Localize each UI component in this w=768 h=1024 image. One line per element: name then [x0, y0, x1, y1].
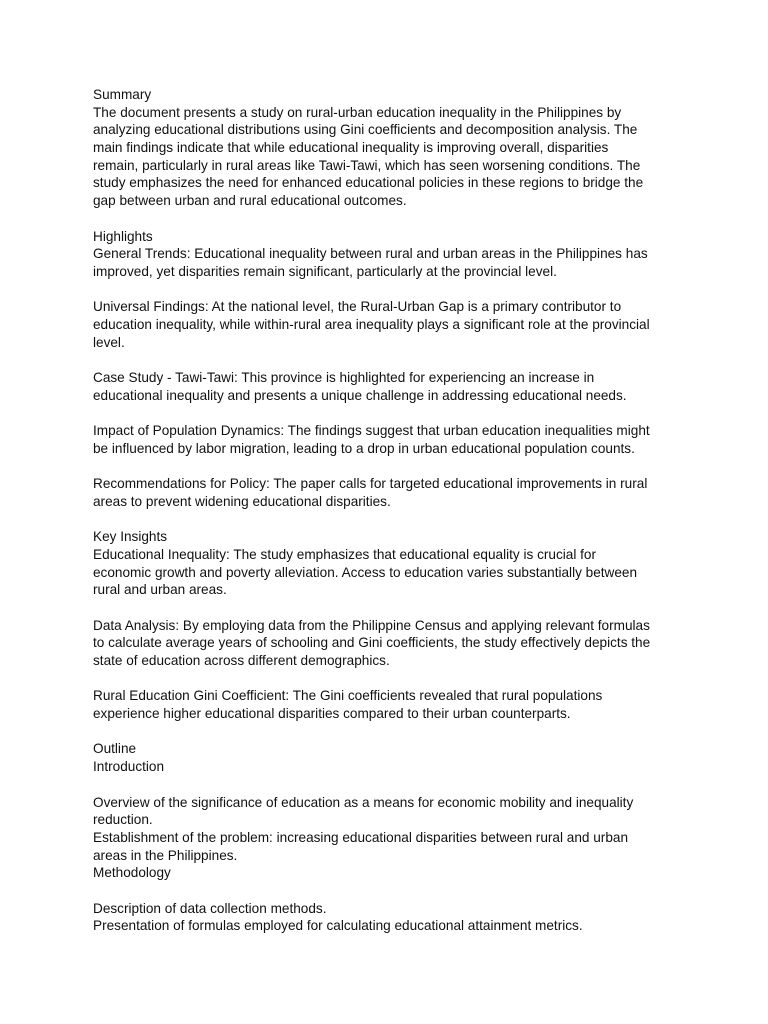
outline-item-line: areas in the Philippines.: [93, 847, 238, 863]
highlights-heading: Highlights: [93, 228, 153, 244]
highlight-line: educational inequality and presents a unique challenge in addressing educational needs.: [93, 387, 627, 403]
summary-line: analyzing educational distributions using Gini coefficients and decomposition analysis. The: [93, 122, 638, 138]
insight-line: experience higher educational disparities compared to their urban counterparts.: [93, 706, 571, 722]
highlight-line: Universal Findings: At the national level, the Rural-Urban Gap is a primary contributor to: [93, 299, 622, 315]
outline-introduction-title: Introduction: [93, 759, 165, 775]
summary-line: remain, particularly in rural areas like Tawi-Tawi, which has seen worsening conditions. The: [93, 157, 641, 173]
highlight-line: improved, yet disparities remain significant, particularly at the provincial level.: [93, 263, 557, 279]
paragraph-gap: [93, 723, 683, 741]
outline-methodology-title: Methodology: [93, 865, 171, 881]
highlight-line: General Trends: Educational inequality between rural and urban areas in the Philippines has: [93, 246, 648, 262]
paragraph-gap: [93, 670, 683, 688]
highlight-line: education inequality, while within-rural area inequality plays a significant role at the provincial: [93, 316, 650, 332]
outline-item-line: Overview of the significance of education as a means for economic mobility and inequality: [93, 794, 634, 810]
highlight-line: areas to prevent widening educational disparities.: [93, 493, 391, 509]
insight-line: Rural Education Gini Coefficient: The Gini coefficients revealed that rural populations: [93, 688, 603, 704]
insight-line: economic growth and poverty alleviation. Access to education varies substantially between: [93, 564, 638, 580]
paragraph-gap: [93, 210, 683, 228]
paragraph-gap: [93, 599, 683, 617]
paragraph-gap: [93, 511, 683, 529]
outline-item-line: reduction.: [93, 812, 153, 828]
highlight-line: be influenced by labor migration, leading to a drop in urban educational population counts.: [93, 440, 635, 456]
insight-line: rural and urban areas.: [93, 582, 227, 598]
paragraph-gap: [93, 882, 683, 900]
summary-line: The document presents a study on rural-urban education inequality in the Philippines by: [93, 104, 622, 120]
highlight-line: level.: [93, 334, 125, 350]
summary-line: study emphasizes the need for enhanced educational policies in these regions to bridge the: [93, 175, 644, 191]
insight-line: to calculate average years of schooling and Gini coefficients, the study effectively depicts the: [93, 635, 651, 651]
insight-line: Data Analysis: By employing data from the Philippine Census and applying relevant formulas: [93, 617, 650, 633]
paragraph-gap: [93, 351, 683, 369]
key-insights-heading: Key Insights: [93, 529, 168, 545]
paragraph-gap: [93, 457, 683, 475]
summary-line: main findings indicate that while educational inequality is improving overall, disparities: [93, 140, 609, 156]
insight-line: state of education across different demographics.: [93, 653, 390, 668]
outline-heading: Outline: [93, 741, 137, 757]
paragraph-gap: [93, 776, 683, 794]
insight-line: Educational Inequality: The study emphasizes that educational equality is crucial for: [93, 546, 597, 562]
paragraph-gap: [93, 404, 683, 422]
outline-item-line: Establishment of the problem: increasing educational disparities between rural and urban: [93, 829, 629, 845]
outline-item-line: Description of data collection methods.: [93, 900, 327, 916]
summary-line: gap between urban and rural educational outcomes.: [93, 193, 407, 209]
outline-item-line: Presentation of formulas employed for calculating educational attainment metrics.: [93, 918, 583, 934]
summary-heading: Summary: [93, 87, 152, 102]
document-body: [93, 86, 683, 935]
highlight-line: Impact of Population Dynamics: The findings suggest that urban education inequalities might: [93, 423, 650, 439]
highlight-line: Recommendations for Policy: The paper calls for targeted educational improvements in rural: [93, 476, 648, 492]
highlight-line: Case Study - Tawi-Tawi: This province is highlighted for experiencing an increase in: [93, 370, 595, 385]
paragraph-gap: [93, 281, 683, 299]
